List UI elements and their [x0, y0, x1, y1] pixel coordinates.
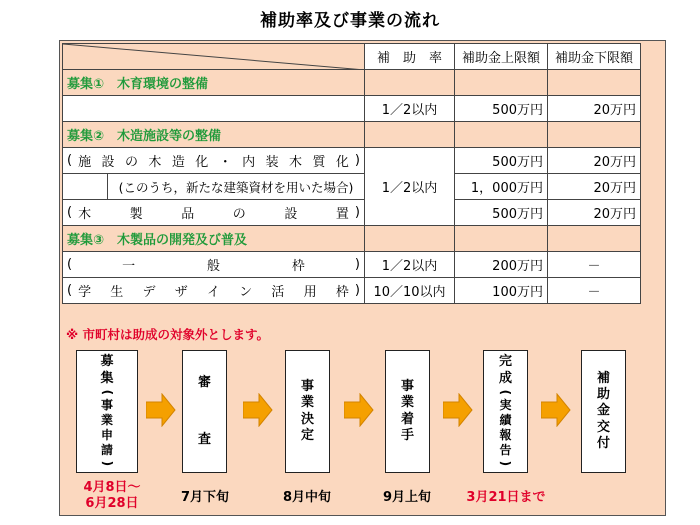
page-title: 補助率及び事業の流れ	[260, 11, 440, 31]
row-label-cell: ( 学 生 デ ザ イ ン 活 用 枠 )	[63, 278, 365, 304]
max-cell	[455, 174, 548, 200]
min-value: －	[587, 285, 601, 300]
max-cell	[455, 252, 548, 278]
max-value: 500万円	[492, 155, 543, 170]
table-row	[63, 278, 641, 304]
max-cell	[455, 278, 548, 304]
min-cell	[548, 96, 641, 122]
section-title-cell	[63, 226, 365, 252]
section-blank-cell	[365, 70, 455, 96]
row-label-cell: ( 木 製 品 の 設 置 )	[63, 200, 365, 226]
max-value: 500万円	[492, 207, 543, 222]
min-value: 20万円	[593, 103, 636, 118]
rate-value: 1／2以内	[381, 103, 438, 118]
section-row-3	[63, 226, 641, 252]
flow-step-sublabel: ( 実 績 報 告 )	[498, 389, 513, 466]
flow-date-complete: 3月21日まで	[466, 490, 546, 505]
table-row	[63, 148, 641, 174]
rates-table	[62, 43, 641, 304]
table-row	[63, 96, 641, 122]
section-blank-cell	[455, 226, 548, 252]
flow-step-start	[385, 350, 430, 473]
rate-value: 1／2以内	[381, 259, 438, 274]
flow-step-apply	[76, 350, 138, 473]
table-row	[63, 200, 641, 226]
flow-step-decision	[285, 350, 330, 473]
right-arrow-icon	[443, 393, 473, 427]
rate-cell	[365, 252, 455, 278]
section-row-2	[63, 122, 641, 148]
min-cell	[548, 252, 641, 278]
flow-step-complete	[483, 350, 528, 473]
min-value: －	[587, 259, 601, 274]
max-value: 200万円	[492, 259, 543, 274]
flow-date-start: 9月上旬	[382, 490, 432, 505]
right-arrow-icon	[146, 393, 176, 427]
flow-step-payment	[581, 350, 626, 473]
flow-date-apply: 4月8日～ 6月28日	[83, 480, 141, 512]
flow-step-label: 完 成	[498, 354, 512, 386]
rate-cell	[365, 96, 455, 122]
section-blank-cell	[365, 226, 455, 252]
rate-value: 1／2以内	[381, 181, 438, 196]
min-cell	[548, 174, 641, 200]
section-row-1	[63, 70, 641, 96]
flow-step-sublabel: ( 事 業 申 請 )	[100, 389, 115, 466]
flow-step-label: 事 業 着 手	[400, 379, 414, 443]
flow-step-label: 募 集	[100, 354, 114, 386]
header-rate-label: 補 助 率	[376, 51, 442, 66]
section-blank-cell	[365, 122, 455, 148]
min-value: 20万円	[593, 155, 636, 170]
row-label-cell	[63, 96, 365, 122]
row-label: 一 般 枠	[122, 259, 305, 274]
section-blank-cell	[455, 70, 548, 96]
row-label-cell: ( 一 般 枠 )	[63, 252, 365, 278]
row-label: 施 設 の 木 造 化 ・ 内 装 木 質 化	[78, 155, 349, 170]
section-title-cell	[63, 122, 365, 148]
section-blank-cell	[548, 226, 641, 252]
max-cell	[455, 96, 548, 122]
header-corner-cell	[63, 44, 365, 70]
table-row	[63, 252, 641, 278]
note-text: ※ 市町村は助成の対象外とします。	[66, 327, 270, 342]
section-blank-cell	[455, 122, 548, 148]
right-arrow-icon	[541, 393, 571, 427]
flow-step-label: 審 査	[197, 375, 211, 447]
max-value: 1，000万円	[470, 181, 543, 196]
header-min	[548, 44, 641, 70]
flow-date-review: 7月下旬	[180, 490, 230, 505]
row-label-cell: ( 施 設 の 木 造 化 ・ 内 装 木 質 化 )	[63, 148, 365, 174]
max-value: 100万円	[492, 285, 543, 300]
max-cell	[455, 200, 548, 226]
section-blank-cell	[548, 122, 641, 148]
row-label: 学 生 デ ザ イ ン 活 用 枠	[78, 285, 349, 300]
max-cell	[455, 148, 548, 174]
min-cell	[548, 200, 641, 226]
section-title: 募集③ 木製品の開発及び普及	[67, 233, 248, 248]
table-row	[63, 174, 641, 200]
min-value: 20万円	[593, 207, 636, 222]
flow-step-label: 事 業 決 定	[300, 379, 314, 443]
header-max-label: 補助金上限額	[461, 51, 540, 66]
row-label: 木 製 品 の 設 置	[78, 207, 349, 222]
header-min-label: 補助金下限額	[554, 51, 633, 66]
max-value: 500万円	[492, 103, 543, 118]
rate-cell	[365, 148, 455, 226]
section-title: 募集① 木育環境の整備	[67, 77, 209, 92]
rate-value: 10／10以内	[373, 285, 446, 300]
section-blank-cell	[548, 70, 641, 96]
min-cell	[548, 278, 641, 304]
section-title: 募集② 木造施設等の整備	[67, 129, 222, 144]
flow-step-label: 補 助 金 交 付	[596, 370, 610, 451]
flow-step-review	[182, 350, 227, 473]
table-header-row	[63, 44, 641, 70]
section-title-cell	[63, 70, 365, 96]
flow-date-decision: 8月中旬	[282, 490, 332, 505]
min-cell	[548, 148, 641, 174]
row-label-cell	[63, 174, 365, 200]
rate-cell	[365, 278, 455, 304]
min-value: 20万円	[593, 181, 636, 196]
header-rate	[365, 44, 455, 70]
header-max	[455, 44, 548, 70]
right-arrow-icon	[344, 393, 374, 427]
right-arrow-icon	[243, 393, 273, 427]
row-label-sub: (このうち，新たな建築資材を用いた場合)	[118, 179, 354, 195]
